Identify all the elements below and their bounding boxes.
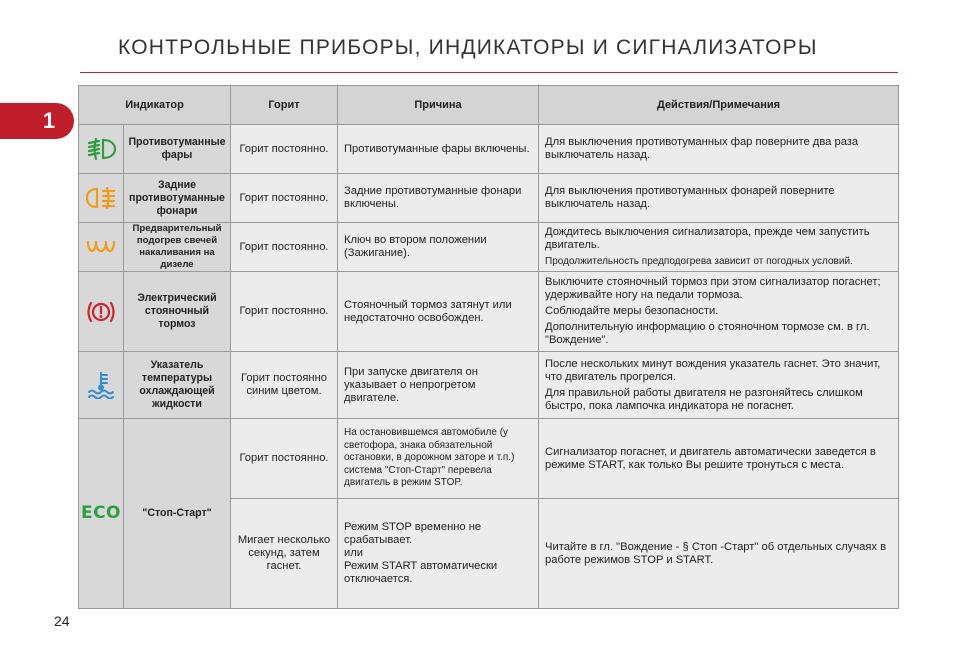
cause-text: На остановившемся автомобиле (у светофора, знака обязательной остановки, в дорожном заторе и т.п.) система "Стоп-Старт" перевела двигатель в режим STOP. bbox=[338, 419, 539, 499]
eco-icon: ECO bbox=[80, 503, 122, 523]
cause-text: Ключ во втором положении (Зажигание). bbox=[338, 223, 539, 272]
indicator-name: Противотуманные фары bbox=[124, 125, 231, 174]
indicator-name: Предварительный подогрев свечей накаливания на дизеле bbox=[124, 223, 231, 272]
page-title: КОНТРОЛЬНЫЕ ПРИБОРЫ, ИНДИКАТОРЫ И СИГНАЛИЗАТОРЫ bbox=[118, 36, 818, 59]
cause-text bbox=[338, 499, 539, 609]
cause-line: Режим START автоматически отключается. bbox=[344, 560, 498, 585]
header-actions: Действия/Примечания bbox=[539, 86, 899, 125]
table-row bbox=[79, 174, 899, 223]
indicator-name: Задние противотуманные фонари bbox=[124, 174, 231, 223]
action-note: После нескольких минут вождения указатель гаснет. Это значит, что двигатель прогрелся. bbox=[545, 357, 881, 383]
action-text bbox=[539, 174, 899, 223]
cause-text: Стояночный тормоз затянут или недостаточно освобожден. bbox=[338, 272, 539, 352]
action-text bbox=[539, 125, 899, 174]
indicator-table bbox=[78, 85, 899, 609]
on-status: Горит постоянно. bbox=[231, 223, 338, 272]
cause-text: Задние противотуманные фонари включены. bbox=[338, 174, 539, 223]
front-fog-lamp-icon bbox=[85, 137, 117, 161]
icon-cell bbox=[79, 272, 124, 352]
action-note: Соблюдайте меры безопасности. bbox=[545, 305, 719, 317]
table-row bbox=[79, 125, 899, 174]
action-note: Для правильной работы двигателя не разгоняйтесь слишком быстро, пока лампочка индикатора не погаснет. bbox=[545, 386, 863, 412]
cause-text: Противотуманные фары включены. bbox=[338, 125, 539, 174]
indicator-name: Указатель температуры охлаждающей жидкости bbox=[124, 352, 231, 419]
header-indicator: Индикатор bbox=[79, 86, 231, 125]
indicator-name: Электрический стояночный тормоз bbox=[124, 272, 231, 352]
table-row bbox=[79, 419, 899, 499]
chapter-tab bbox=[0, 103, 74, 139]
icon-cell bbox=[79, 174, 124, 223]
action-text bbox=[539, 499, 899, 609]
action-note: Выключите стояночный тормоз при этом сигнализатор погаснет; удерживайте ногу на педали тормоза. bbox=[545, 276, 881, 301]
header-on: Горит bbox=[231, 86, 338, 125]
action-text bbox=[539, 352, 899, 419]
chapter-number: 1 bbox=[42, 108, 56, 133]
parking-brake-icon bbox=[84, 299, 118, 325]
coolant-temperature-icon bbox=[86, 371, 116, 399]
cause-text: При запуске двигателя он указывает о непрогретом двигателе. bbox=[338, 352, 539, 419]
icon-cell bbox=[79, 223, 124, 272]
action-note: Для выключения противотуманных фар поверните два раза выключатель назад. bbox=[545, 136, 859, 161]
title-divider bbox=[80, 72, 898, 73]
action-text bbox=[539, 419, 899, 499]
table-row bbox=[79, 352, 899, 419]
icon-cell bbox=[79, 419, 124, 609]
action-note: Дополнительную информацию о стояночном тормозе см. в гл. "Вождение". bbox=[545, 321, 870, 346]
action-note: Для выключения противотуманных фонарей поверните выключатель назад. bbox=[545, 185, 835, 210]
on-status: Мигает несколько секунд, затем гаснет. bbox=[231, 499, 338, 609]
indicator-name: "Стоп-Старт" bbox=[124, 419, 231, 609]
action-note: Читайте в гл. "Вождение - § Стоп -Старт" об отдельных случаях в работе режимов STOP и START. bbox=[545, 540, 887, 566]
table-header-row bbox=[79, 86, 899, 125]
rear-fog-lamp-icon bbox=[85, 186, 117, 210]
action-note: Сигнализатор погаснет, и двигатель автоматически заведется в режиме START, как только Вы решите тронуться с места. bbox=[545, 445, 876, 471]
on-status: Горит постоянно. bbox=[231, 174, 338, 223]
on-status: Горит постоянно синим цветом. bbox=[231, 352, 338, 419]
action-note: Продолжительность предподогрева зависит от погодных условий. bbox=[545, 256, 853, 267]
icon-cell bbox=[79, 125, 124, 174]
cause-line: Режим STOP временно не срабатывает. bbox=[344, 521, 482, 546]
cause-line: или bbox=[344, 547, 364, 559]
action-text bbox=[539, 272, 899, 352]
action-note: Дождитесь выключения сигнализатора, прежде чем запустить двигатель. bbox=[545, 226, 870, 251]
table-row bbox=[79, 272, 899, 352]
on-status: Горит постоянно. bbox=[231, 272, 338, 352]
table-row bbox=[79, 223, 899, 272]
action-text bbox=[539, 223, 899, 272]
page-number: 24 bbox=[54, 613, 70, 629]
on-status: Горит постоянно. bbox=[231, 125, 338, 174]
icon-cell bbox=[79, 352, 124, 419]
glow-plug-icon bbox=[85, 236, 117, 258]
on-status: Горит постоянно. bbox=[231, 419, 338, 499]
header-cause: Причина bbox=[338, 86, 539, 125]
